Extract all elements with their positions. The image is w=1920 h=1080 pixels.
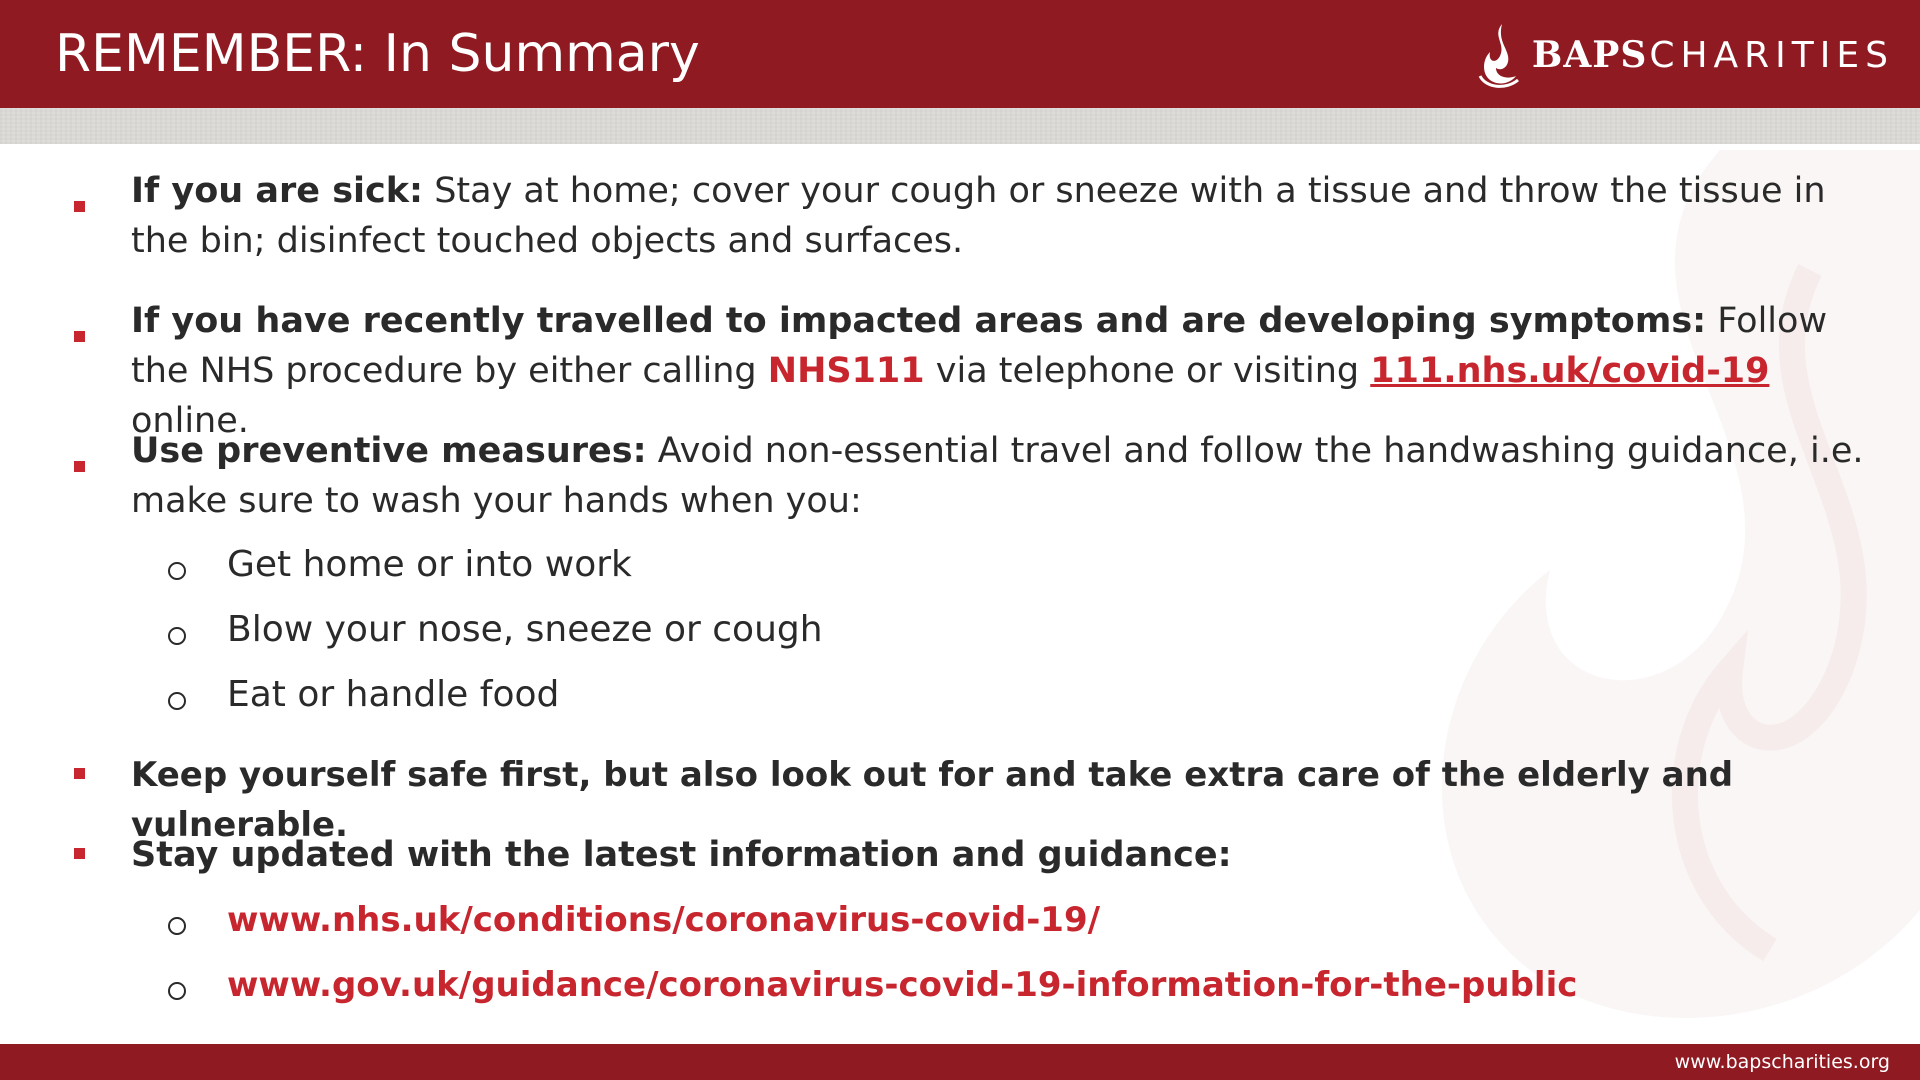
slide-header — [0, 0, 1920, 108]
bullet-lead: Use preventive measures: — [131, 431, 647, 471]
square-bullet-icon — [74, 461, 85, 472]
square-bullet-icon — [74, 848, 85, 859]
circle-bullet-icon — [168, 562, 186, 580]
bullet-lead: If you are sick: — [131, 171, 424, 211]
slide-content — [0, 144, 1920, 1044]
circle-bullet-icon — [168, 917, 186, 935]
square-bullet-icon — [74, 331, 85, 342]
nhs-covid-link[interactable]: 111.nhs.uk/covid-19 — [1370, 351, 1770, 391]
bullet-lead: If you have recently travelled to impacted areas and are developing symptoms: — [131, 301, 1707, 341]
footer-url[interactable]: www.bapscharities.org — [1674, 1051, 1890, 1073]
bullet-text — [131, 426, 1871, 526]
bullet-body: Stay at home; cover your cough or sneeze with a tissue and throw the tissue in the bin; disinfect touched objects and surfaces. — [131, 171, 1826, 261]
square-bullet-icon — [74, 201, 85, 212]
sub-item-text: Blow your nose, sneeze or cough — [227, 609, 823, 650]
gov-guidance-link[interactable]: www.gov.uk/guidance/coronavirus-covid-19-information-for-the-public — [227, 965, 1578, 1005]
bullet-body: Avoid non-essential travel and follow the handwashing guidance, i.e. make sure to wash your hands when you: — [131, 431, 1864, 521]
nhs-conditions-link[interactable]: www.nhs.uk/conditions/coronavirus-covid-19/ — [227, 900, 1101, 940]
bullet-lead: Keep yourself safe first, but also look out for and take extra care of the elderly and vulnerable. — [131, 755, 1734, 845]
bullet-text — [131, 296, 1871, 446]
slide-footer — [0, 1044, 1920, 1080]
texture-band — [0, 108, 1920, 144]
sub-item-text: Eat or handle food — [227, 674, 560, 715]
page-title: REMEMBER: In Summary — [55, 24, 700, 84]
bullet-body: via telephone or visiting — [924, 351, 1371, 391]
circle-bullet-icon — [168, 982, 186, 1000]
bullet-lead: Stay updated with the latest information and guidance: — [131, 835, 1232, 875]
sub-item-text: Get home or into work — [227, 544, 632, 585]
logo-suffix-text: CHARITIES — [1649, 34, 1894, 76]
bullet-body: Follow the NHS procedure by either calling — [131, 301, 1828, 391]
square-bullet-icon — [74, 768, 85, 779]
flame-logo-icon — [1476, 22, 1522, 88]
baps-charities-logo — [1476, 22, 1894, 88]
circle-bullet-icon — [168, 627, 186, 645]
bullet-body: online. — [131, 401, 249, 441]
bullet-text — [131, 166, 1871, 266]
logo-brand-text: BAPS — [1531, 34, 1648, 76]
bullet-text — [131, 830, 1871, 880]
nhs111-highlight: NHS111 — [767, 351, 925, 391]
circle-bullet-icon — [168, 692, 186, 710]
